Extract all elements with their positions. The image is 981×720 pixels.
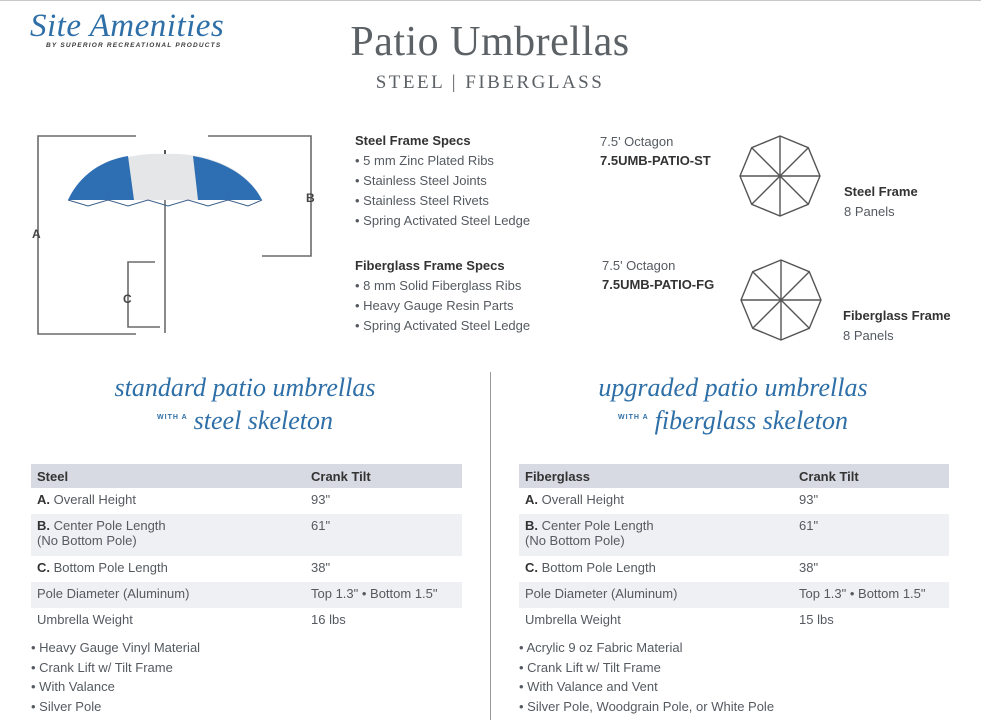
row-value: 93" bbox=[799, 492, 819, 507]
steel-frame-specs bbox=[355, 131, 530, 231]
top-rule bbox=[0, 0, 981, 1]
table-row bbox=[519, 608, 949, 634]
page-title: Patio Umbrellas bbox=[350, 19, 630, 65]
row-value: 61" bbox=[305, 514, 462, 556]
table-row bbox=[519, 556, 949, 582]
row-letter: B. bbox=[525, 518, 538, 533]
row-label: Pole Diameter (Aluminum) bbox=[31, 582, 305, 608]
standard-features bbox=[31, 638, 200, 717]
fiberglass-frame-name: Fiberglass Frame bbox=[843, 308, 951, 323]
row-value: Top 1.3" • Bottom 1.5" bbox=[793, 582, 949, 608]
brand-subtitle: BY SUPERIOR RECREATIONAL PRODUCTS bbox=[46, 42, 222, 49]
row-label-note: (No Bottom Pole) bbox=[525, 533, 625, 548]
steel-model-number: 7.5UMB-PATIO-ST bbox=[600, 153, 711, 168]
fiberglass-frame-specs bbox=[355, 256, 530, 336]
standard-spec-table bbox=[31, 464, 462, 634]
row-letter: C. bbox=[37, 560, 50, 575]
table-row bbox=[519, 582, 949, 608]
list-item: • Acrylic 9 oz Fabric Material bbox=[519, 638, 774, 658]
brand-logo bbox=[30, 8, 224, 49]
row-value: Top 1.3" • Bottom 1.5" bbox=[305, 582, 462, 608]
fiberglass-spec-item: • Spring Activated Steel Ledge bbox=[355, 316, 530, 336]
row-letter: A. bbox=[525, 492, 538, 507]
row-label: Umbrella Weight bbox=[525, 612, 621, 627]
fiberglass-frame-label bbox=[843, 306, 951, 346]
standard-heading-line2: steel skeleton bbox=[193, 406, 333, 435]
fiberglass-spec-item: • 8 mm Solid Fiberglass Ribs bbox=[355, 276, 530, 296]
row-value: 61" bbox=[793, 514, 949, 556]
upgraded-heading-line2: fiberglass skeleton bbox=[654, 406, 848, 435]
row-letter: A. bbox=[37, 492, 50, 507]
list-item: • Heavy Gauge Vinyl Material bbox=[31, 638, 200, 658]
steel-octagon-icon bbox=[738, 134, 822, 218]
dimension-label-a: A bbox=[32, 227, 41, 241]
row-label: Bottom Pole Length bbox=[541, 560, 656, 575]
steel-spec-item: • Stainless Steel Rivets bbox=[355, 191, 530, 211]
list-item: • Crank Lift w/ Tilt Frame bbox=[31, 658, 200, 678]
list-item: • Silver Pole bbox=[31, 697, 200, 717]
row-label: Pole Diameter (Aluminum) bbox=[519, 582, 793, 608]
standard-heading-line1: standard patio umbrellas bbox=[114, 373, 376, 402]
row-label: Overall Height bbox=[53, 492, 136, 507]
table-header-row bbox=[519, 464, 949, 488]
steel-spec-item: • Spring Activated Steel Ledge bbox=[355, 211, 530, 231]
standard-heading bbox=[60, 373, 430, 436]
list-item: • Silver Pole, Woodgrain Pole, or White Pole bbox=[519, 697, 774, 717]
upgraded-spec-table bbox=[519, 464, 949, 634]
fiberglass-model-number: 7.5UMB-PATIO-FG bbox=[602, 277, 715, 292]
fiberglass-specs-heading: Fiberglass Frame Specs bbox=[355, 258, 505, 273]
section-divider bbox=[490, 372, 491, 720]
dimension-label-c: C bbox=[123, 292, 132, 306]
table-header-cell: Crank Tilt bbox=[305, 464, 462, 488]
row-label: Bottom Pole Length bbox=[53, 560, 168, 575]
row-label: Umbrella Weight bbox=[37, 612, 133, 627]
list-item: • With Valance and Vent bbox=[519, 677, 774, 697]
steel-shape: 7.5' Octagon bbox=[600, 134, 674, 149]
row-label: Center Pole Length bbox=[53, 518, 166, 533]
fiberglass-octagon-icon bbox=[739, 258, 823, 342]
steel-specs-heading: Steel Frame Specs bbox=[355, 133, 471, 148]
row-value: 38" bbox=[311, 560, 331, 575]
row-value: 93" bbox=[311, 492, 331, 507]
steel-spec-item: • Stainless Steel Joints bbox=[355, 171, 530, 191]
upgraded-heading bbox=[548, 373, 918, 436]
brand-title: Site Amenities bbox=[30, 8, 225, 44]
table-row bbox=[519, 514, 949, 556]
umbrella-dimension-diagram bbox=[28, 128, 328, 340]
fiberglass-shape: 7.5' Octagon bbox=[602, 258, 676, 273]
steel-model-info bbox=[600, 132, 711, 170]
table-row bbox=[31, 488, 462, 514]
steel-spec-item: • 5 mm Zinc Plated Ribs bbox=[355, 151, 530, 171]
row-value: 38" bbox=[799, 560, 819, 575]
row-letter: B. bbox=[37, 518, 50, 533]
standard-with-a: WITH A bbox=[157, 414, 188, 421]
table-header-row bbox=[31, 464, 462, 488]
list-item: • With Valance bbox=[31, 677, 200, 697]
table-header-cell: Crank Tilt bbox=[793, 464, 949, 488]
upgraded-features bbox=[519, 638, 774, 717]
steel-frame-name: Steel Frame bbox=[844, 184, 918, 199]
row-label-note: (No Bottom Pole) bbox=[37, 533, 137, 548]
upgraded-heading-line1: upgraded patio umbrellas bbox=[598, 373, 868, 402]
table-header-cell: Fiberglass bbox=[519, 464, 793, 488]
table-row bbox=[31, 556, 462, 582]
fiberglass-panels: 8 Panels bbox=[843, 328, 894, 343]
row-letter: C. bbox=[525, 560, 538, 575]
page-subtitle: STEEL | FIBERGLASS bbox=[375, 72, 605, 93]
fiberglass-spec-item: • Heavy Gauge Resin Parts bbox=[355, 296, 530, 316]
steel-panels: 8 Panels bbox=[844, 204, 895, 219]
row-label: Overall Height bbox=[541, 492, 624, 507]
fiberglass-model-info bbox=[602, 256, 714, 294]
row-value: 16 lbs bbox=[311, 612, 346, 627]
list-item: • Crank Lift w/ Tilt Frame bbox=[519, 658, 774, 678]
table-header-cell: Steel bbox=[31, 464, 305, 488]
row-value: 15 lbs bbox=[799, 612, 834, 627]
upgraded-with-a: WITH A bbox=[618, 414, 649, 421]
table-row bbox=[31, 608, 462, 634]
table-row bbox=[31, 514, 462, 556]
table-row bbox=[31, 582, 462, 608]
table-row bbox=[519, 488, 949, 514]
steel-frame-label bbox=[844, 182, 918, 222]
dimension-label-b: B bbox=[306, 191, 315, 205]
row-label: Center Pole Length bbox=[541, 518, 654, 533]
